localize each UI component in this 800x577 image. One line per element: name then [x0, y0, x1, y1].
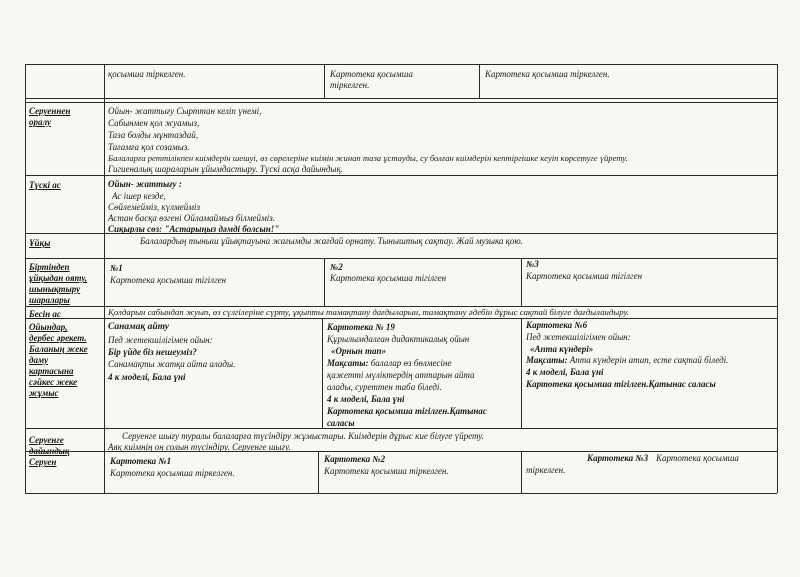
games-label-2: дербес әрекет. — [29, 333, 87, 343]
table-rule — [318, 451, 319, 493]
games-label-5: картасына — [29, 366, 74, 376]
lunch-line-1: Ас ішер кезде, — [112, 191, 166, 201]
table-rule — [25, 64, 777, 65]
wake-label-2: ұйқыдан ояту, — [29, 273, 88, 283]
games-cell-2-goal-text: балалар өз бөлмесіне — [368, 358, 452, 368]
games-cell-3-line-4: 4 к моделі, Бала үні — [526, 367, 604, 377]
games-label-6: сәйкес жеке — [29, 377, 78, 387]
walk-return-line-5: Балаларға реттілікпен киімдерін шешуі, өз сөрелеріне киімін жинап таза ұстауды, су болған киімдерін кептіргішке кеуіп көрсетуге үйрету. — [108, 153, 628, 163]
table-rule — [521, 318, 522, 428]
games-cell-2-title: Картотека № 19 — [327, 322, 395, 332]
walk-cell-3-title: Картотека №3 — [587, 453, 649, 463]
walk-prep-label-1: Серуенге — [29, 435, 64, 445]
games-cell-1-line-3: Санамақты жатқа айта алады. — [108, 359, 236, 369]
walk-cell-1-title: Картотека №1 — [110, 456, 172, 466]
games-cell-2-line-2: «Орнын тап» — [331, 346, 386, 356]
snack-text: Қолдарын сабындап жуып, өз сүлгілеріне сүрту, ұқыпты тамақтану дағдыларын, тамақтану әдебін дұрыс сақтай білуге дағдыландыру. — [108, 307, 630, 317]
wake-label-4: шаралары — [29, 295, 70, 305]
walk-return-line-1: Ойын- жаттығу Сырттан келіп үнемі, — [108, 106, 262, 116]
walk-prep-line-2: Аяқ киімнің оң солын түсіндіру. Серуенге шығу. — [108, 442, 291, 452]
games-cell-3-line-3 — [526, 355, 728, 366]
walk-return-line-6: Гигиеналық шараларын ұйымдастыру. Түскі асқа дайындық. — [108, 164, 343, 174]
games-cell-3-line-2: «Апта күндері» — [530, 344, 594, 354]
walk-cell-3-text-b: тіркелген. — [526, 465, 566, 475]
table-rule — [777, 64, 778, 493]
walk-return-label-1: Серуеннен — [29, 106, 71, 116]
walk-cell-3-text-a: Картотека қосымша — [656, 453, 739, 463]
table-rule — [25, 318, 777, 319]
walk-prep-label-2: дайындық — [29, 446, 70, 456]
games-cell-3-title: Картотека №6 — [526, 320, 588, 330]
games-cell-2-line-5: алады, суреттен таба біледі. — [327, 382, 442, 392]
walk-prep-line-1: Серуенге шығу туралы балаларға түсіндіру жұмыстары. Киімдерін дұрыс кие білуге үйрету. — [122, 431, 484, 441]
games-label-1: Ойындар, — [29, 322, 68, 332]
wake-cell-1-text: Картотека қосымша тігілген — [110, 275, 227, 285]
games-cell-2-line-6: 4 к моделі, Бала үні — [327, 394, 405, 404]
walk-cell-2-title: Картотека №2 — [324, 454, 386, 464]
table-rule — [25, 175, 777, 176]
games-cell-3-goal-label: Мақсаты: — [526, 355, 568, 365]
games-label-3: Баланың жеке — [29, 344, 88, 354]
table-rule — [521, 258, 522, 306]
games-cell-3-goal-text: Апта күндерін атап, есте сақтай біледі. — [567, 355, 729, 365]
table-rule — [479, 64, 480, 98]
sleep-text: Балалардың тыныш ұйықтауына жағымды жағдай орнату. Тыныштық сақтау. Жай музыка қою. — [140, 236, 523, 246]
lunch-line-2: Сөйлемейміз, күлмейміз — [108, 202, 201, 212]
games-cell-1-line-1: Пед жетекшілігімен ойын: — [108, 335, 213, 345]
games-cell-2-line-3 — [327, 358, 451, 369]
walk-cell-2-text: Картотека қосымша тіркелген. — [324, 466, 449, 476]
lunch-magic-word: Сиқырлы сөз: "Астарыңыз дәмді болсын!" — [108, 224, 280, 234]
walk-label: Серуен — [29, 457, 57, 467]
table-rule — [25, 98, 777, 99]
table-rule — [25, 493, 777, 494]
wake-cell-2-text: Картотека қосымша тігілген — [330, 273, 447, 283]
sleep-label: Ұйқы — [29, 238, 51, 248]
lunch-game-title: Ойын- жаттығу : — [108, 179, 182, 189]
walk-return-label-2: оралу — [29, 117, 51, 127]
games-label-7: жұмыс — [29, 388, 59, 398]
snack-label: Бесін ас — [29, 309, 61, 319]
walk-return-line-4: Тағамға қол созамыз. — [108, 142, 190, 152]
walk-return-line-3: Таза болды мұнтаздай, — [108, 130, 198, 140]
games-label-4: даму — [29, 355, 49, 365]
lunch-line-3: Астан басқа өзгені Ойламаймыз білмейміз. — [108, 213, 275, 223]
games-cell-2-line-7: Картотека қосымша тігілген.Қатынас — [327, 406, 487, 416]
games-cell-3-line-1: Пед жетекшілігімен ойын: — [526, 332, 631, 342]
table-rule — [25, 102, 777, 103]
wake-cell-3-number: №3 — [526, 259, 539, 269]
table-rule — [25, 428, 777, 429]
table-rule — [324, 64, 325, 98]
walk-return-line-2: Сабынмен қол жуамыз, — [108, 118, 200, 128]
games-cell-3-line-5: Картотека қосымша тігілген.Қатынас саласы — [526, 379, 716, 389]
games-cell-2-line-1: Құрылымдалған дидактикалық ойын — [327, 334, 470, 344]
table-rule — [25, 64, 26, 493]
wake-cell-2-number: №2 — [330, 262, 343, 272]
games-cell-2-goal-label: Мақсаты: — [327, 358, 369, 368]
games-cell-1-line-4: 4 к моделі, Бала үні — [108, 372, 186, 382]
lunch-label: Түскі ас — [29, 180, 61, 190]
wake-cell-1-number: №1 — [110, 263, 123, 273]
walk-cell-1-text: Картотека қосымша тіркелген. — [110, 468, 235, 478]
top-row-cell-2-line-1: Картотека қосымша — [330, 69, 413, 79]
table-rule — [324, 258, 325, 306]
wake-label-1: Біртіндеп — [29, 262, 70, 272]
games-cell-1-line-2: Бір үйде біз нешеуміз? — [108, 347, 197, 357]
table-rule — [322, 318, 323, 428]
top-row-cell-2-line-2: тіркелген. — [330, 80, 370, 90]
games-cell-2-line-4: қажетті мүліктердің аттарын айта — [327, 370, 475, 380]
top-row-cell-1: қосымша тіркелген. — [108, 69, 186, 79]
games-cell-1-title: Санамақ айту — [108, 322, 170, 332]
table-rule — [25, 258, 777, 259]
games-cell-2-line-8: саласы — [327, 418, 355, 428]
wake-cell-3-text: Картотека қосымша тігілген — [526, 271, 643, 281]
top-row-cell-3: Картотека қосымша тіркелген. — [485, 69, 610, 79]
table-rule — [104, 64, 105, 493]
table-rule — [521, 451, 522, 493]
wake-label-3: шынықтыру — [29, 284, 81, 294]
